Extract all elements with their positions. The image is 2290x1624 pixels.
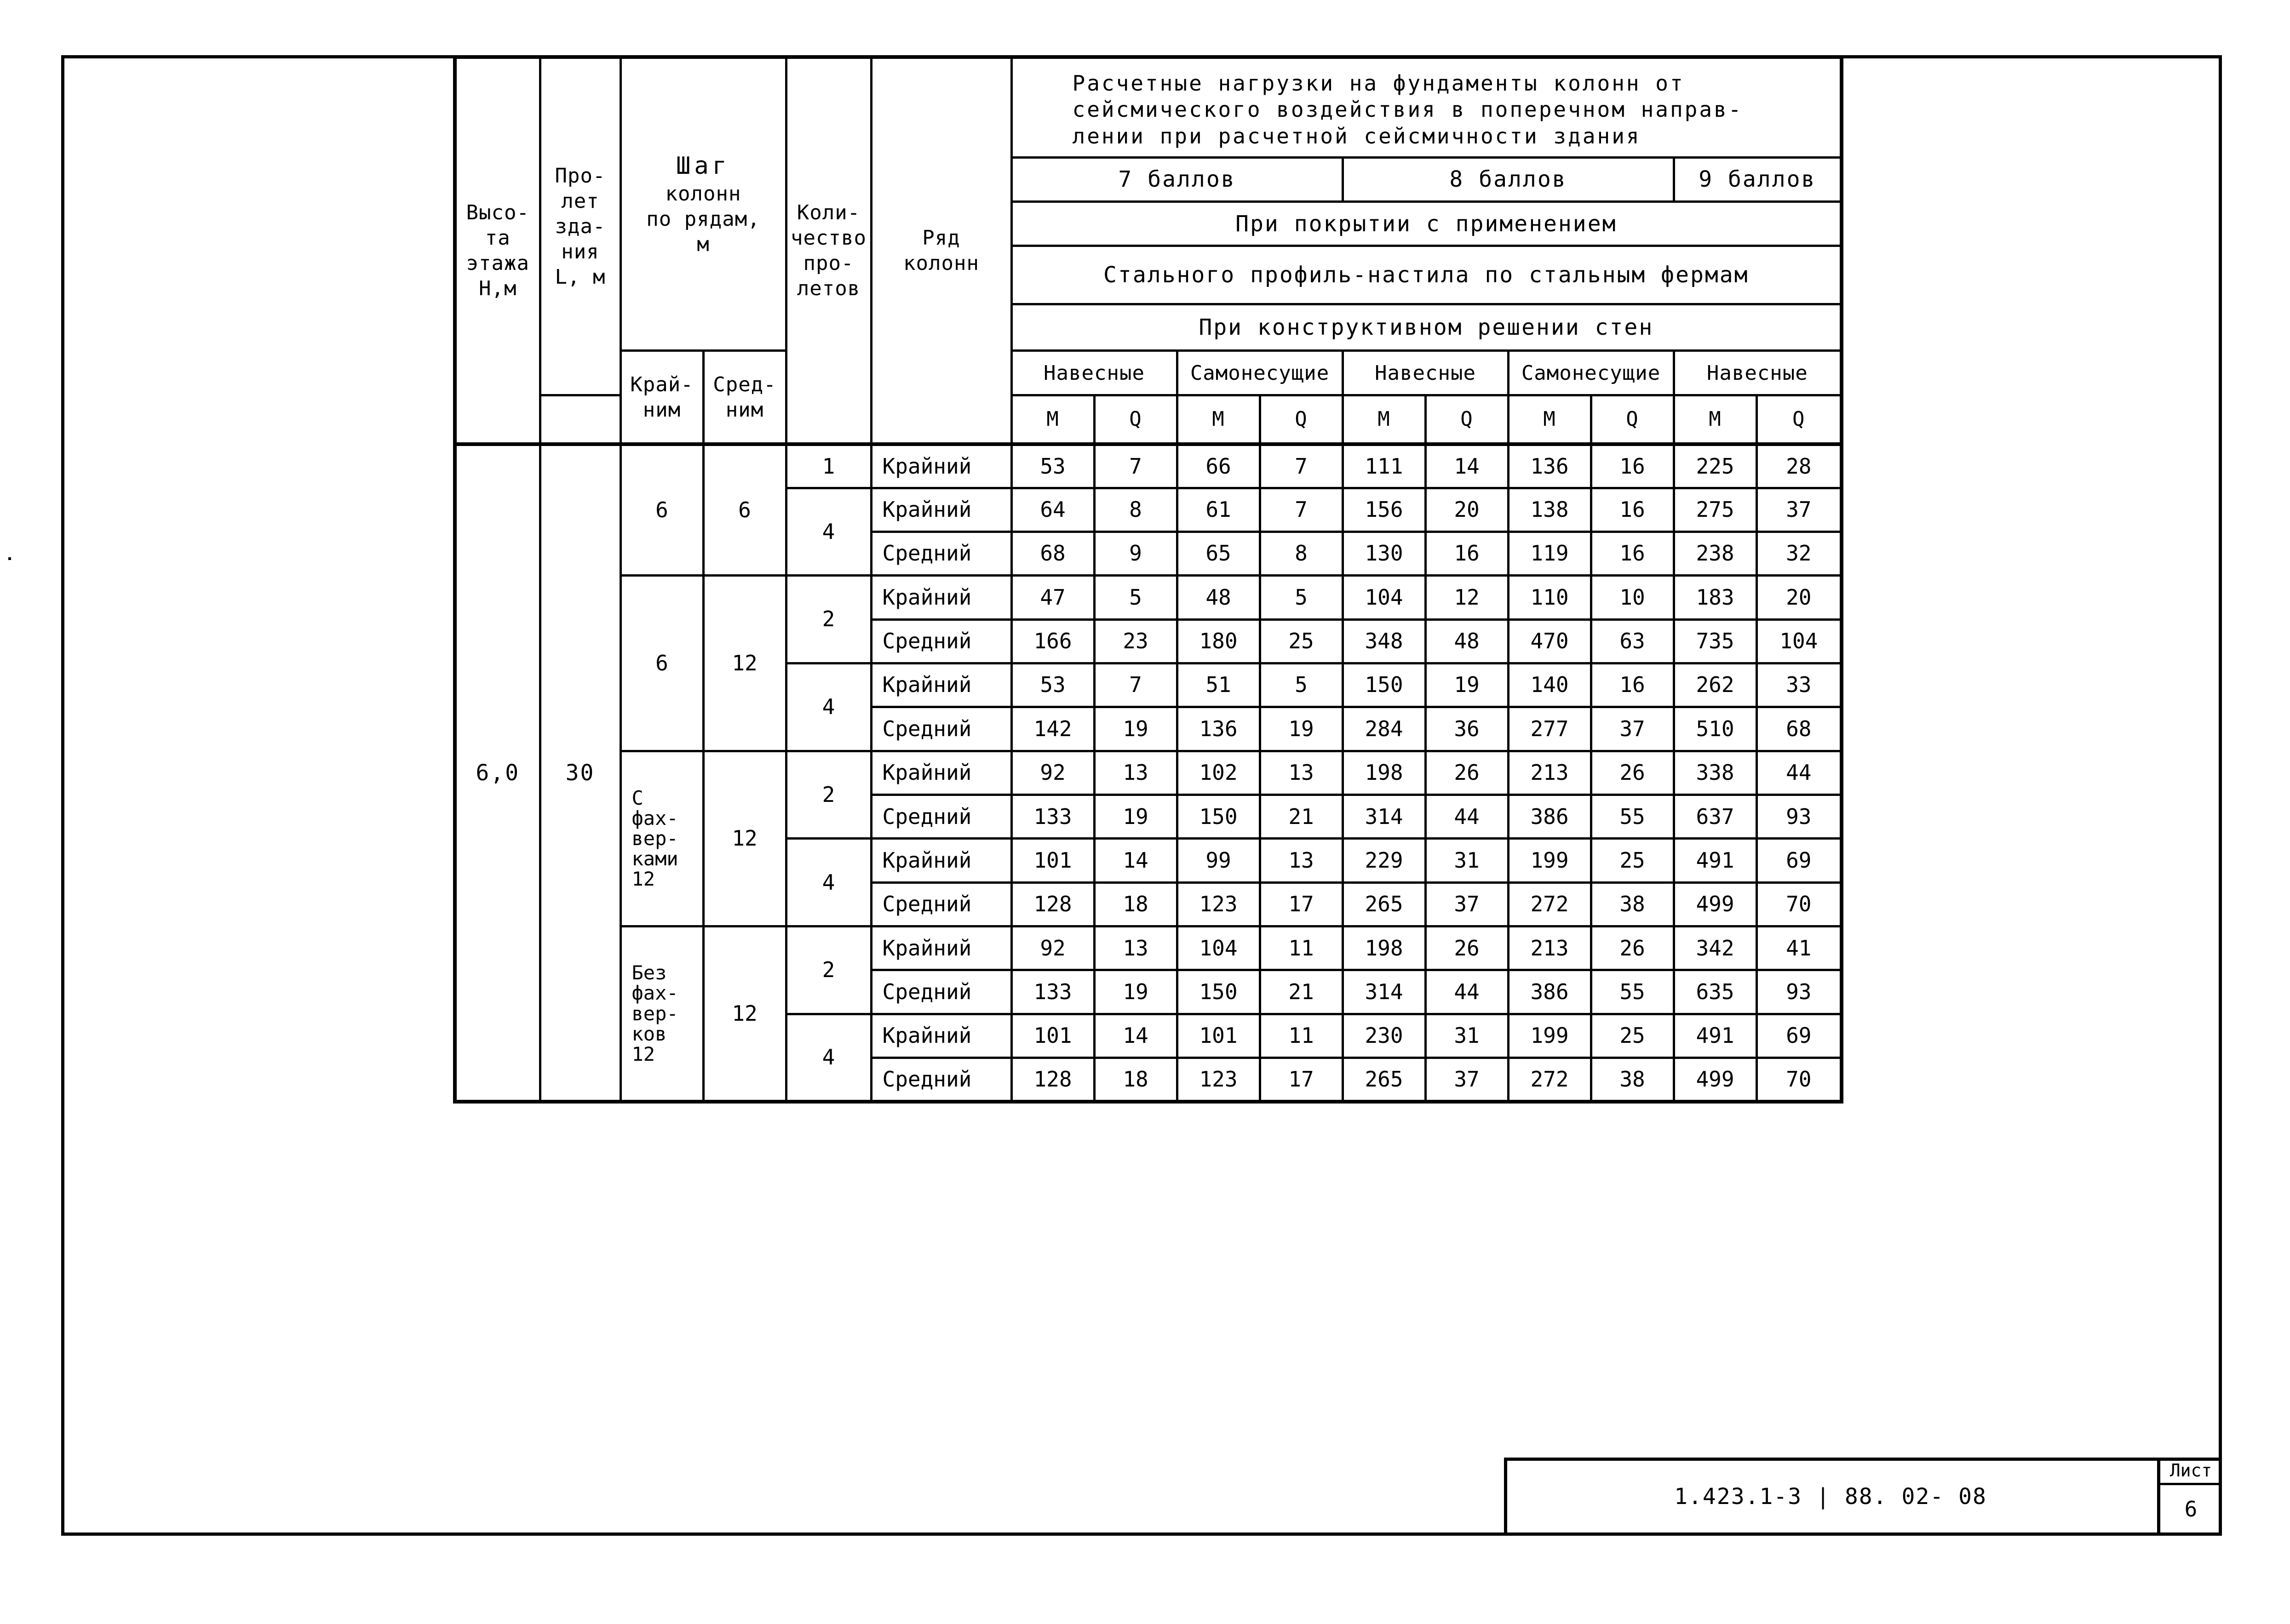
- step-middle-value: 6: [703, 444, 786, 576]
- q-value: 63: [1591, 619, 1674, 663]
- m-value: 48: [1177, 576, 1260, 619]
- spans-count-value: 2: [786, 751, 871, 839]
- m-value: 284: [1343, 707, 1425, 751]
- q-value: 55: [1591, 970, 1674, 1014]
- m-label: М: [1343, 395, 1425, 444]
- m-value: 342: [1674, 926, 1756, 970]
- m-value: 229: [1343, 839, 1425, 882]
- q-value: 19: [1094, 970, 1177, 1014]
- header-roof-line: При покрытии с применением: [1011, 201, 1842, 246]
- header-roof-type: Стального профиль-настила по стальным фермам: [1011, 246, 1842, 304]
- m-value: 104: [1343, 576, 1425, 619]
- m-value: 314: [1343, 795, 1425, 839]
- q-value: 14: [1094, 1014, 1177, 1058]
- spans-count-value: 1: [786, 444, 871, 488]
- q-value: 16: [1425, 532, 1508, 576]
- m-value: 499: [1674, 882, 1756, 926]
- m-label: М: [1674, 395, 1756, 444]
- q-value: 28: [1756, 444, 1842, 488]
- column-row-label: Крайний: [871, 839, 1011, 882]
- q-value: 13: [1094, 926, 1177, 970]
- q-value: 104: [1756, 619, 1842, 663]
- m-value: 213: [1508, 751, 1591, 795]
- q-value: 5: [1260, 576, 1343, 619]
- spans-count-value: 2: [786, 576, 871, 663]
- document-code: 1.423.1-3 | 88. 02- 08: [1674, 1484, 1987, 1510]
- column-row-label: Средний: [871, 707, 1011, 751]
- q-value: 69: [1756, 1014, 1842, 1058]
- m-value: 199: [1508, 839, 1591, 882]
- span-value: 30: [540, 444, 620, 1102]
- header-wall-selfbearing-7: Самонесущие: [1177, 351, 1343, 395]
- q-value: 17: [1260, 882, 1343, 926]
- q-value: 13: [1094, 751, 1177, 795]
- m-value: 110: [1508, 576, 1591, 619]
- m-value: 102: [1177, 751, 1260, 795]
- header-spans-count: Коли- чество про- летов: [786, 57, 871, 444]
- m-label: М: [1011, 395, 1094, 444]
- q-value: 7: [1094, 444, 1177, 488]
- sheet-box: [2157, 1458, 2221, 1536]
- q-value: 5: [1094, 576, 1177, 619]
- q-value: 70: [1756, 882, 1842, 926]
- q-value: 55: [1591, 795, 1674, 839]
- m-value: 123: [1177, 1058, 1260, 1102]
- q-value: 14: [1094, 839, 1177, 882]
- m-value: 198: [1343, 926, 1425, 970]
- m-value: 65: [1177, 532, 1260, 576]
- q-value: 16: [1591, 663, 1674, 707]
- column-row-label: Крайний: [871, 663, 1011, 707]
- m-value: 66: [1177, 444, 1260, 488]
- m-value: 150: [1177, 970, 1260, 1014]
- q-value: 7: [1260, 444, 1343, 488]
- header-span-unit-spacer: [540, 395, 620, 444]
- q-value: 32: [1756, 532, 1842, 576]
- m-value: 491: [1674, 839, 1756, 882]
- m-value: 386: [1508, 970, 1591, 1014]
- m-value: 111: [1343, 444, 1425, 488]
- m-value: 123: [1177, 882, 1260, 926]
- header-step-extreme: Край- ним: [620, 351, 703, 444]
- header-column-step: Шаг колонн по рядам, м: [620, 57, 786, 351]
- m-value: 133: [1011, 795, 1094, 839]
- header-intensity-8: 8 баллов: [1343, 157, 1674, 201]
- m-value: 470: [1508, 619, 1591, 663]
- q-value: 19: [1094, 795, 1177, 839]
- m-value: 277: [1508, 707, 1591, 751]
- column-row-label: Крайний: [871, 1014, 1011, 1058]
- q-label: Q: [1591, 395, 1674, 444]
- m-value: 53: [1011, 444, 1094, 488]
- q-value: 9: [1094, 532, 1177, 576]
- q-value: 44: [1756, 751, 1842, 795]
- m-value: 265: [1343, 1058, 1425, 1102]
- m-value: 238: [1674, 532, 1756, 576]
- spans-count-value: 4: [786, 839, 871, 926]
- q-value: 11: [1260, 1014, 1343, 1058]
- q-value: 19: [1260, 707, 1343, 751]
- m-value: 51: [1177, 663, 1260, 707]
- table-row: [455, 576, 1842, 619]
- spans-count-value: 4: [786, 663, 871, 751]
- m-value: 338: [1674, 751, 1756, 795]
- m-value: 491: [1674, 1014, 1756, 1058]
- spans-count-value: 4: [786, 488, 871, 576]
- m-value: 262: [1674, 663, 1756, 707]
- m-value: 130: [1343, 532, 1425, 576]
- q-value: 16: [1591, 444, 1674, 488]
- q-label: Q: [1425, 395, 1508, 444]
- m-value: 198: [1343, 751, 1425, 795]
- m-value: 265: [1343, 882, 1425, 926]
- header-intensity-9: 9 баллов: [1674, 157, 1842, 201]
- q-value: 13: [1260, 751, 1343, 795]
- q-value: 44: [1425, 970, 1508, 1014]
- q-value: 37: [1425, 882, 1508, 926]
- q-value: 8: [1260, 532, 1343, 576]
- q-value: 11: [1260, 926, 1343, 970]
- column-row-label: Крайний: [871, 444, 1011, 488]
- q-value: 26: [1591, 751, 1674, 795]
- step-extreme-value: С фах- вер- ками 12: [620, 751, 703, 926]
- floor-height-value: 6,0: [455, 444, 540, 1102]
- q-value: 25: [1260, 619, 1343, 663]
- step-middle-value: 12: [703, 926, 786, 1102]
- q-value: 17: [1260, 1058, 1343, 1102]
- sheet-number: 6: [2184, 1496, 2198, 1521]
- q-value: 13: [1260, 839, 1343, 882]
- m-value: 104: [1177, 926, 1260, 970]
- q-value: 37: [1425, 1058, 1508, 1102]
- q-value: 21: [1260, 970, 1343, 1014]
- column-row-label: Крайний: [871, 576, 1011, 619]
- q-value: 70: [1756, 1058, 1842, 1102]
- q-value: 31: [1425, 1014, 1508, 1058]
- q-value: 69: [1756, 839, 1842, 882]
- q-value: 21: [1260, 795, 1343, 839]
- margin-mark: [8, 557, 11, 560]
- table-row: [455, 751, 1842, 795]
- m-value: 136: [1508, 444, 1591, 488]
- m-value: 92: [1011, 751, 1094, 795]
- m-value: 272: [1508, 882, 1591, 926]
- m-value: 499: [1674, 1058, 1756, 1102]
- q-value: 25: [1591, 839, 1674, 882]
- q-value: 93: [1756, 795, 1842, 839]
- q-label: Q: [1260, 395, 1343, 444]
- m-value: 68: [1011, 532, 1094, 576]
- q-label: Q: [1094, 395, 1177, 444]
- q-value: 33: [1756, 663, 1842, 707]
- column-row-label: Крайний: [871, 751, 1011, 795]
- m-value: 136: [1177, 707, 1260, 751]
- m-value: 348: [1343, 619, 1425, 663]
- m-value: 61: [1177, 488, 1260, 532]
- q-value: 20: [1756, 576, 1842, 619]
- m-value: 133: [1011, 970, 1094, 1014]
- m-label: М: [1508, 395, 1591, 444]
- table-row: [455, 444, 1842, 488]
- q-value: 5: [1260, 663, 1343, 707]
- header-intensity-7: 7 баллов: [1011, 157, 1343, 201]
- q-value: 18: [1094, 882, 1177, 926]
- m-value: 386: [1508, 795, 1591, 839]
- header-floor-height: Высо- та этажа Н,м: [455, 57, 540, 444]
- m-value: 140: [1508, 663, 1591, 707]
- q-value: 20: [1425, 488, 1508, 532]
- q-value: 18: [1094, 1058, 1177, 1102]
- m-value: 199: [1508, 1014, 1591, 1058]
- m-value: 128: [1011, 882, 1094, 926]
- step-extreme-value: 6: [620, 444, 703, 576]
- q-value: 44: [1425, 795, 1508, 839]
- q-value: 16: [1591, 532, 1674, 576]
- column-row-label: Крайний: [871, 926, 1011, 970]
- q-value: 7: [1260, 488, 1343, 532]
- q-value: 16: [1591, 488, 1674, 532]
- q-value: 41: [1756, 926, 1842, 970]
- q-value: 14: [1425, 444, 1508, 488]
- q-value: 48: [1425, 619, 1508, 663]
- header-wall-hanging-7: Навесные: [1011, 351, 1177, 395]
- q-value: 68: [1756, 707, 1842, 751]
- header-walls-line: При конструктивном решении стен: [1011, 304, 1842, 351]
- header-wall-hanging-8: Навесные: [1343, 351, 1508, 395]
- column-row-label: Средний: [871, 532, 1011, 576]
- q-value: 26: [1591, 926, 1674, 970]
- m-value: 735: [1674, 619, 1756, 663]
- header-title: Расчетные нагрузки на фундаменты колонн от сейсмического воздействия в поперечном направ- лении при расчетной сейсмичности здания: [1011, 57, 1842, 157]
- column-row-label: Средний: [871, 795, 1011, 839]
- q-value: 7: [1094, 663, 1177, 707]
- m-value: 92: [1011, 926, 1094, 970]
- q-value: 38: [1591, 1058, 1674, 1102]
- m-value: 635: [1674, 970, 1756, 1014]
- m-label: М: [1177, 395, 1260, 444]
- q-value: 23: [1094, 619, 1177, 663]
- q-value: 12: [1425, 576, 1508, 619]
- m-value: 64: [1011, 488, 1094, 532]
- header-column-row: Ряд колонн: [871, 57, 1011, 444]
- q-value: 10: [1591, 576, 1674, 619]
- q-value: 36: [1425, 707, 1508, 751]
- column-row-label: Средний: [871, 619, 1011, 663]
- column-row-label: Средний: [871, 970, 1011, 1014]
- m-value: 230: [1343, 1014, 1425, 1058]
- q-value: 31: [1425, 839, 1508, 882]
- m-value: 138: [1508, 488, 1591, 532]
- m-value: 101: [1177, 1014, 1260, 1058]
- sheet-label: Лист: [2160, 1458, 2221, 1485]
- q-value: 37: [1756, 488, 1842, 532]
- header-step-middle: Сред- ним: [703, 351, 786, 444]
- table-row: [455, 926, 1842, 970]
- q-value: 25: [1591, 1014, 1674, 1058]
- m-value: 156: [1343, 488, 1425, 532]
- q-label: Q: [1756, 395, 1842, 444]
- q-value: 38: [1591, 882, 1674, 926]
- m-value: 213: [1508, 926, 1591, 970]
- m-value: 183: [1674, 576, 1756, 619]
- q-value: 8: [1094, 488, 1177, 532]
- m-value: 128: [1011, 1058, 1094, 1102]
- m-value: 119: [1508, 532, 1591, 576]
- header-wall-hanging-9: Навесные: [1674, 351, 1842, 395]
- m-value: 314: [1343, 970, 1425, 1014]
- q-value: 19: [1094, 707, 1177, 751]
- step-middle-value: 12: [703, 576, 786, 751]
- m-value: 150: [1177, 795, 1260, 839]
- m-value: 101: [1011, 1014, 1094, 1058]
- m-value: 142: [1011, 707, 1094, 751]
- column-row-label: Средний: [871, 882, 1011, 926]
- header-span: Про- лет зда- ния L, м: [540, 57, 620, 395]
- m-value: 275: [1674, 488, 1756, 532]
- header-wall-selfbearing-8: Самонесущие: [1508, 351, 1674, 395]
- q-value: 26: [1425, 926, 1508, 970]
- m-value: 47: [1011, 576, 1094, 619]
- m-value: 53: [1011, 663, 1094, 707]
- m-value: 150: [1343, 663, 1425, 707]
- m-value: 637: [1674, 795, 1756, 839]
- column-row-label: Средний: [871, 1058, 1011, 1102]
- q-value: 19: [1425, 663, 1508, 707]
- step-extreme-value: Без фах- вер- ков 12: [620, 926, 703, 1102]
- m-value: 101: [1011, 839, 1094, 882]
- q-value: 93: [1756, 970, 1842, 1014]
- step-extreme-value: 6: [620, 576, 703, 751]
- m-value: 99: [1177, 839, 1260, 882]
- m-value: 166: [1011, 619, 1094, 663]
- q-value: 37: [1591, 707, 1674, 751]
- m-value: 225: [1674, 444, 1756, 488]
- m-value: 180: [1177, 619, 1260, 663]
- spans-count-value: 2: [786, 926, 871, 1014]
- m-value: 510: [1674, 707, 1756, 751]
- m-value: 272: [1508, 1058, 1591, 1102]
- spans-count-value: 4: [786, 1014, 871, 1102]
- seismic-loads-table: [453, 55, 1843, 1104]
- step-middle-value: 12: [703, 751, 786, 926]
- q-value: 26: [1425, 751, 1508, 795]
- column-row-label: Крайний: [871, 488, 1011, 532]
